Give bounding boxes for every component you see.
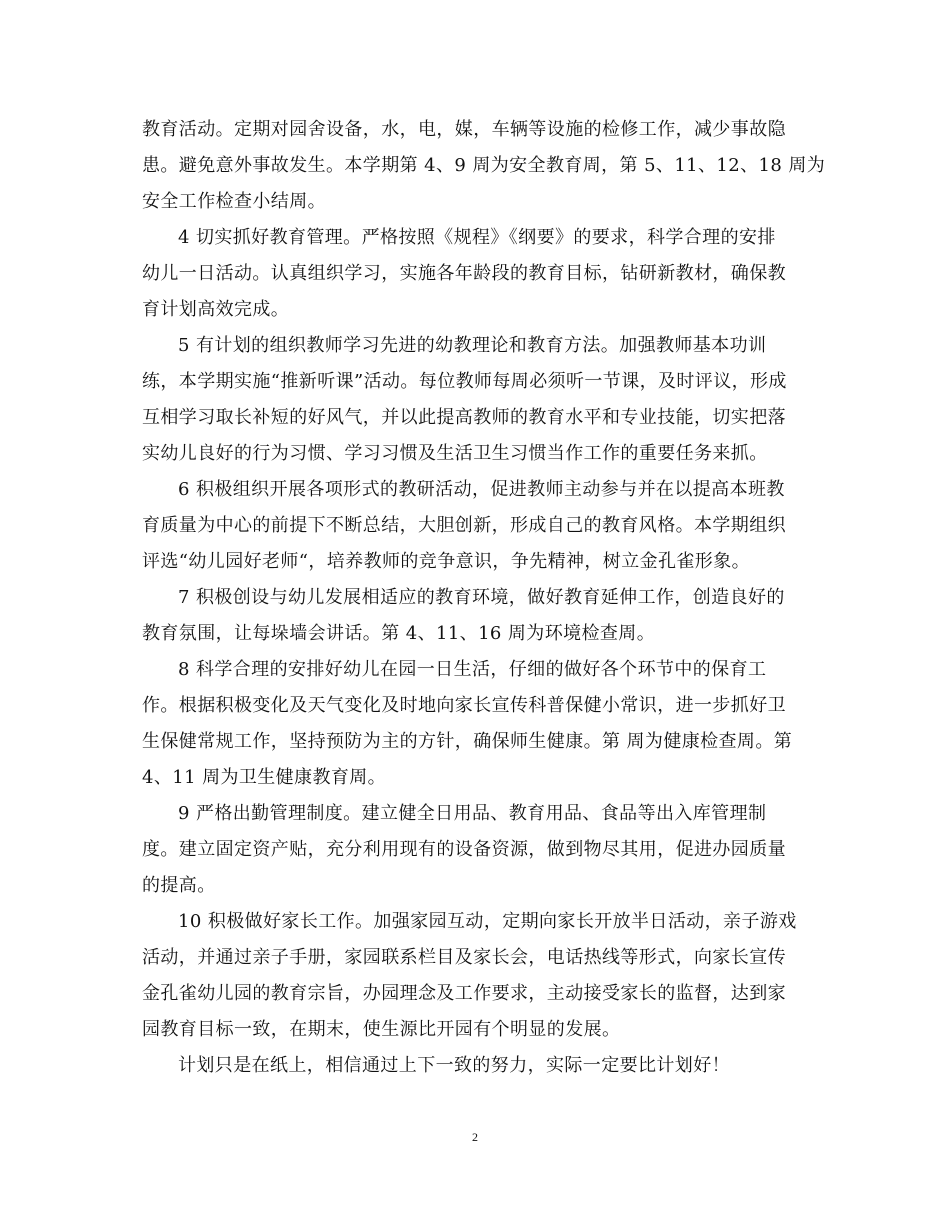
paragraph-start-line: 9 严格出勤管理制度。建立健全日用品、教育用品、食品等出入库管理制	[178, 803, 767, 824]
text-line: 4、11 周为卫生健康教育周。	[142, 767, 387, 788]
document-body	[142, 112, 826, 1084]
paragraph-start-line: 8 科学合理的安排好幼儿在园一日生活，仔细的做好各个环节中的保育工	[178, 659, 767, 680]
text-line: 的提高。	[142, 875, 216, 896]
text-line: 练，本学期实施“推新听课”活动。每位教师每周必须听一节课，及时评议，形成	[142, 371, 787, 392]
text-line: 活动，并通过亲子手册，家园联系栏目及家长会，电话热线等形式，向家长宣传	[142, 947, 786, 968]
text-line: 育质量为中心的前提下不断总结，大胆创新，形成自己的教育风格。本学期组织	[142, 515, 786, 536]
text-line: 作。根据积极变化及天气变化及时地向家长宣传科普保健小常识，进一步抓好卫	[142, 695, 786, 716]
text-line: 园教育目标一致，在期末，使生源比开园有个明显的发展。	[142, 1019, 621, 1040]
text-line: 度。建立固定资产贴，充分利用现有的设备资源，做到物尽其用，促进办园质量	[142, 839, 786, 860]
paragraph-start-line: 10 积极做好家长工作。加强家园互动，定期向家长开放半日活动，亲子游戏	[178, 911, 797, 932]
text-line: 育计划高效完成。	[142, 299, 290, 320]
text-line: 教育活动。定期对园舍设备，水，电，媒，车辆等设施的检修工作，减少事故隐	[142, 119, 786, 140]
text-line: 患。避免意外事故发生。本学期第 4、9 周为安全教育周，第 5、11、12、18 周为	[142, 155, 826, 176]
paragraph-start-line: 4 切实抓好教育管理。严格按照《规程》《纲要》的要求，科学合理的安排	[178, 227, 776, 248]
text-line: 教育氛围，让每垛墙会讲话。第 4、11、16 周为环境检查周。	[142, 623, 656, 644]
text-line: 评选“幼儿园好老师“，培养教师的竞争意识，争先精神，树立金孔雀形象。	[142, 551, 751, 572]
text-line: 金孔雀幼儿园的教育宗旨，办园理念及工作要求，主动接受家长的监督，达到家	[142, 983, 786, 1004]
text-line: 安全工作检查小结周。	[142, 191, 326, 212]
paragraph-start-line: 6 积极组织开展各项形式的教研活动，促进教师主动参与并在以提高本班教	[178, 479, 785, 500]
paragraph-start-line: 5 有计划的组织教师学习先进的幼教理论和教育方法。加强教师基本功训	[178, 335, 767, 356]
text-line: 生保健常规工作，坚持预防为主的方针，确保师生健康。第 周为健康检查周。第	[142, 731, 793, 752]
paragraph-start-line: 计划只是在纸上，相信通过上下一致的努力，实际一定要比计划好！	[178, 1055, 730, 1076]
text-line: 实幼儿良好的行为习惯、学习习惯及生活卫生习惯当作工作的重要任务来抓。	[142, 443, 768, 464]
page-number: 2	[472, 1130, 478, 1144]
text-line: 互相学习取长补短的好风气，并以此提高教师的教育水平和专业技能，切实把落	[142, 407, 786, 428]
text-line: 幼儿一日活动。认真组织学习，实施各年龄段的教育目标，钻研新教材，确保教	[142, 263, 786, 284]
paragraph-start-line: 7 积极创设与幼儿发展相适应的教育环境，做好教育延伸工作，创造良好的	[178, 587, 785, 608]
